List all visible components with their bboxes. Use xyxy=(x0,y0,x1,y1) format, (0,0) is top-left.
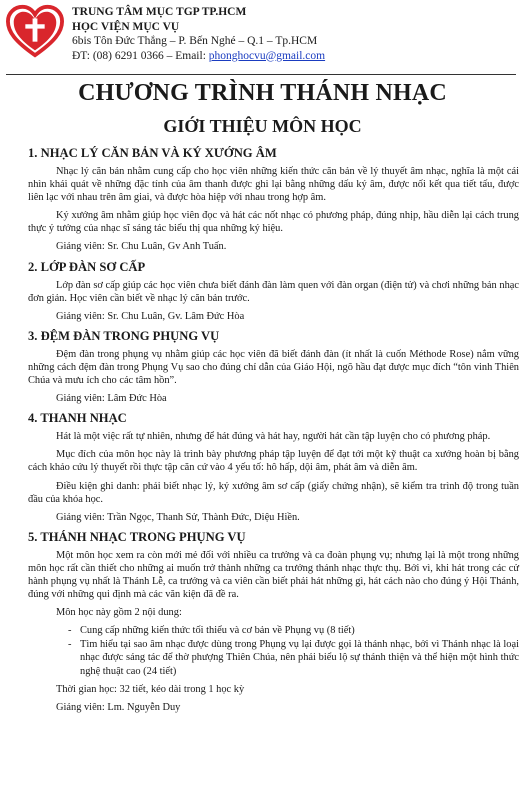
section-paragraph: Môn học này gồm 2 nội dung: xyxy=(56,607,182,619)
section-paragraph: Mục đích của môn học này là trình bày phương pháp tập luyện để đạt tới một kỹ thuật ca xướng hoàn bị bằng cách khảo cứu lý thuyết rồi thực tập căn cứ vào 4 yếu tố: hô hấp, dội âm, phát âm và diễn âm. xyxy=(28,449,519,474)
section-thanh-nhac-phung-vu xyxy=(28,530,519,714)
org-name-line1: TRUNG TÂM MỤC TGP TP.HCM xyxy=(72,6,247,18)
instructor-line: Giảng viên: Trần Ngọc, Thanh Sử, Thành Đức, Diệu Hiền. xyxy=(56,511,300,523)
instructor-line: Giảng viên: Sr. Chu Luân, Gv. Lâm Đức Hòa xyxy=(56,310,245,322)
section-heading: 1. NHẠC LÝ CĂN BẢN VÀ KÝ XƯỚNG ÂM xyxy=(28,146,277,160)
section-paragraph: Ký xướng âm nhằm giúp học viên đọc và hát các nốt nhạc có phương pháp, đúng nhịp, hầu diễn lại cách trung thực ý tưởng của nhạc sĩ sáng tác biểu thị qua những ký hiệu. xyxy=(28,210,519,235)
list-item: - Tìm hiểu tại sao âm nhạc được dùng trong Phụng vụ lại được gọi là thánh nhạc, bởi vì Thánh nhạc là loại nhạc được sáng tác để thờ phượng Thiên Chúa, nên phải biểu lộ sự thánh thiện và thể hiện một hình thức nghệ thuật cao (24 tiết) xyxy=(80,638,519,677)
instructor-line: Giảng viên: Lâm Đức Hòa xyxy=(56,393,167,405)
content-list xyxy=(28,624,519,677)
section-paragraph: Nhạc lý căn bản nhằm cung cấp cho học viên những kiến thức căn bản về lý thuyết âm nhạc, nghĩa là một cái nhìn khái quát về những đặc tính của âm thanh được ghi lại bằng những dấu ký âm, được nối kết qua tiết tấu, được liên lạc với nhau trên âm giai, và được hòa hiệp với nhau trong hợp âm. xyxy=(28,166,519,204)
header-divider xyxy=(6,74,516,75)
section-nhac-ly xyxy=(28,146,519,254)
section-paragraph: Lớp đàn sơ cấp giúp các học viên chưa biết đánh đàn làm quen với đàn organ (điện tử) và chơi những bản nhạc đơn giản. Học viên cần biết về nhạc lý căn bản trước. xyxy=(28,279,519,304)
section-heading: 4. THANH NHẠC xyxy=(28,411,127,426)
section-heading: 5. THÁNH NHẠC TRONG PHỤNG VỤ xyxy=(28,529,246,544)
document-body xyxy=(28,144,519,720)
section-paragraph: Đệm đàn trong phụng vụ nhằm giúp các học viên đã biết đánh đàn (ít nhất là cuốn Méthode Rose) nắm vững những cách đệm đàn trong Phụng Vụ sao cho đúng chỉ dẫn của Giáo Hội, ngõ hầu đạt được mục đích “tôn vinh Thiên Chúa và mưu ích cho các tâm hồn”. xyxy=(28,348,519,387)
page-subtitle: GIỚI THIỆU MÔN HỌC xyxy=(163,116,362,136)
org-name-line2: HỌC VIỆN MỤC VỤ xyxy=(72,20,180,33)
letterhead-text xyxy=(72,5,325,63)
org-contact xyxy=(72,49,325,64)
section-thanh-nhac xyxy=(28,411,519,524)
section-lop-dan-so-cap xyxy=(28,260,519,323)
letterhead xyxy=(0,0,525,78)
heart-cross-logo xyxy=(6,4,64,60)
instructor-line: Giảng viên: Sr. Chu Luân, Gv Anh Tuấn. xyxy=(56,241,227,253)
org-address: 6bis Tôn Đức Thắng – P. Bến Nghé – Q.1 – Tp.HCM xyxy=(72,35,318,47)
section-paragraph: Hát là một việc rất tự nhiên, nhưng để hát đúng và hát hay, người hát cần tập luyện cho có phương pháp. xyxy=(56,431,491,443)
email-link[interactable]: phonghocvu@gmail.com xyxy=(208,49,326,62)
section-paragraph: Một môn học xem ra còn mới mẻ đối với nhiều ca trưởng và ca đoàn phụng vụ; nhưng lại là một trong những môn học rất cần thiết cho những ai muốn trở thành những ca trưởng thánh nhạc thực thụ. Bởi vì, khi hát trong các cử hành phụng vụ nhất là Thánh Lễ, ca trưởng và ca viên cần biết phải hát những gì, hát cách nào cho đúng ý Hội Thánh, đúng với những qui định mà các văn kiện đã đề ra. xyxy=(28,549,519,601)
instructor-line: Giảng viên: Lm. Nguyễn Duy xyxy=(56,701,181,713)
section-heading: 3. ĐỆM ĐÀN TRONG PHỤNG VỤ xyxy=(28,328,220,343)
contact-prefix: ĐT: (08) 6291 0366 – Email: xyxy=(72,49,209,62)
page-title: CHƯƠNG TRÌNH THÁNH NHẠC xyxy=(78,80,447,106)
section-paragraph: Điều kiện ghi danh: phải biết nhạc lý, ký xướng âm sơ cấp (giấy chứng nhận), sẽ kiểm tra trình độ trong tuần đầu của khóa học. xyxy=(28,480,519,505)
section-dem-dan xyxy=(28,329,519,405)
list-item: - Cung cấp những kiến thức tối thiểu và cơ bản về Phụng vụ (8 tiết) xyxy=(80,624,519,637)
duration-line: Thời gian học: 32 tiết, kéo dài trong 1 học kỳ xyxy=(56,683,245,695)
section-heading: 2. LỚP ĐÀN SƠ CẤP xyxy=(28,259,146,274)
